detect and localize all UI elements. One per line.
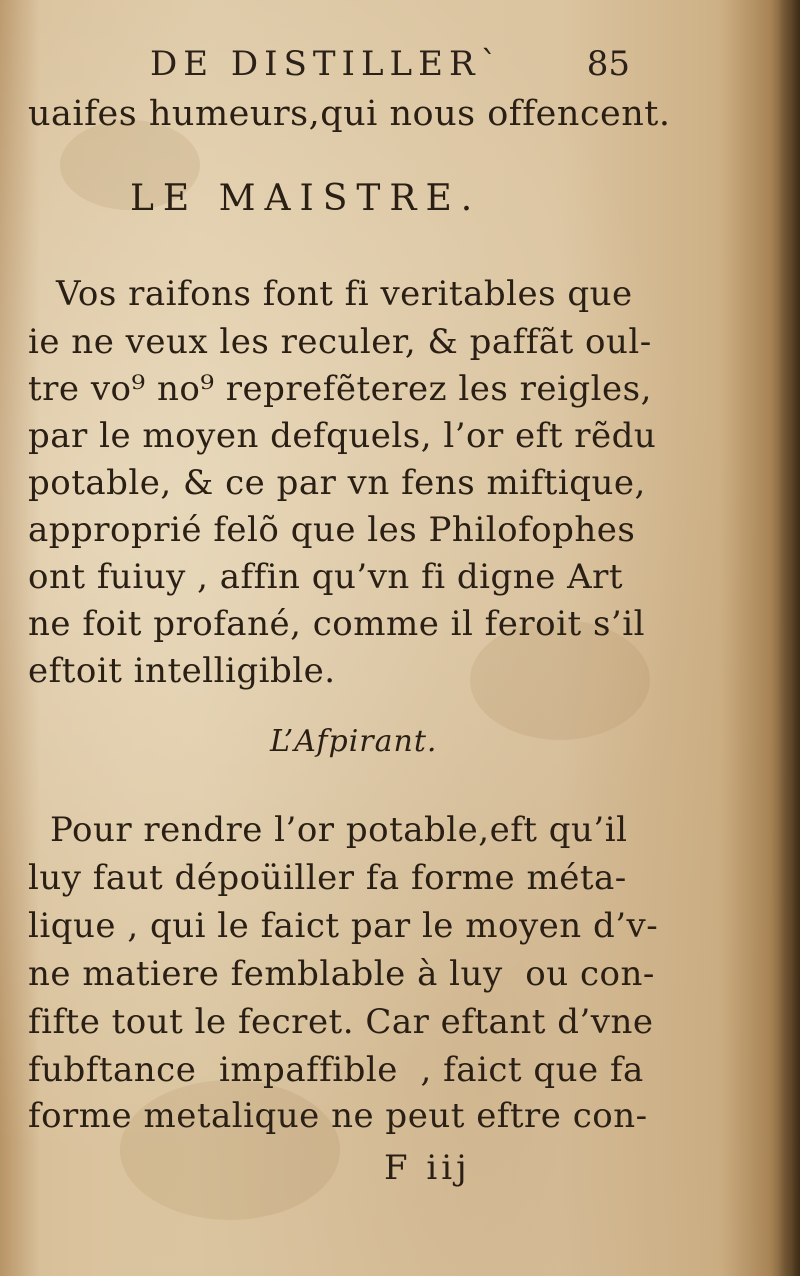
text-line: Pour rendre l’or potable,eft qu’il	[50, 810, 628, 850]
running-title: DE DISTILLER`	[150, 44, 504, 84]
text-line: luy faut dépoüiller fa forme méta-	[28, 858, 627, 898]
speaker-heading-maistre: LE MAISTRE.	[130, 178, 482, 219]
text-line: forme metalique ne peut eftre con-	[28, 1096, 648, 1136]
text-line: tre vo⁹ no⁹ reprefẽterez les reigles,	[28, 369, 652, 409]
text-line: fifte tout le fecret. Car eftant d’vne	[28, 1002, 654, 1042]
signature-mark: F iij	[384, 1148, 471, 1188]
speaker-heading-aspirant: L’Afpirant.	[270, 724, 438, 759]
text-line: ne matiere femblable à luy ou con-	[28, 954, 655, 994]
text-line: approprié felõ que les Philofophes	[28, 510, 636, 550]
text-line: uaifes humeurs,qui nous offencent.	[28, 94, 671, 134]
text-line: ont fuiuy , affin qu’vn fi digne Art	[28, 557, 624, 597]
text-line: Vos raifons font fi veritables que	[56, 274, 633, 314]
text-line: ne foit profané, comme il feroit s’il	[28, 604, 645, 644]
page-number: 85	[586, 44, 630, 84]
page-gutter-edge	[778, 0, 800, 1276]
text-line: fubftance impaffible , faict que fa	[28, 1050, 644, 1090]
text-line: lique , qui le faict par le moyen d’v-	[28, 906, 659, 946]
running-header	[150, 44, 630, 92]
text-line: par le moyen defquels, l’or eft rẽdu	[28, 416, 657, 456]
text-line: eftoit intelligible.	[28, 651, 336, 691]
text-line: ie ne veux les reculer, & paffãt oul-	[28, 322, 652, 362]
text-line: potable, & ce par vn fens miftique,	[28, 463, 646, 503]
